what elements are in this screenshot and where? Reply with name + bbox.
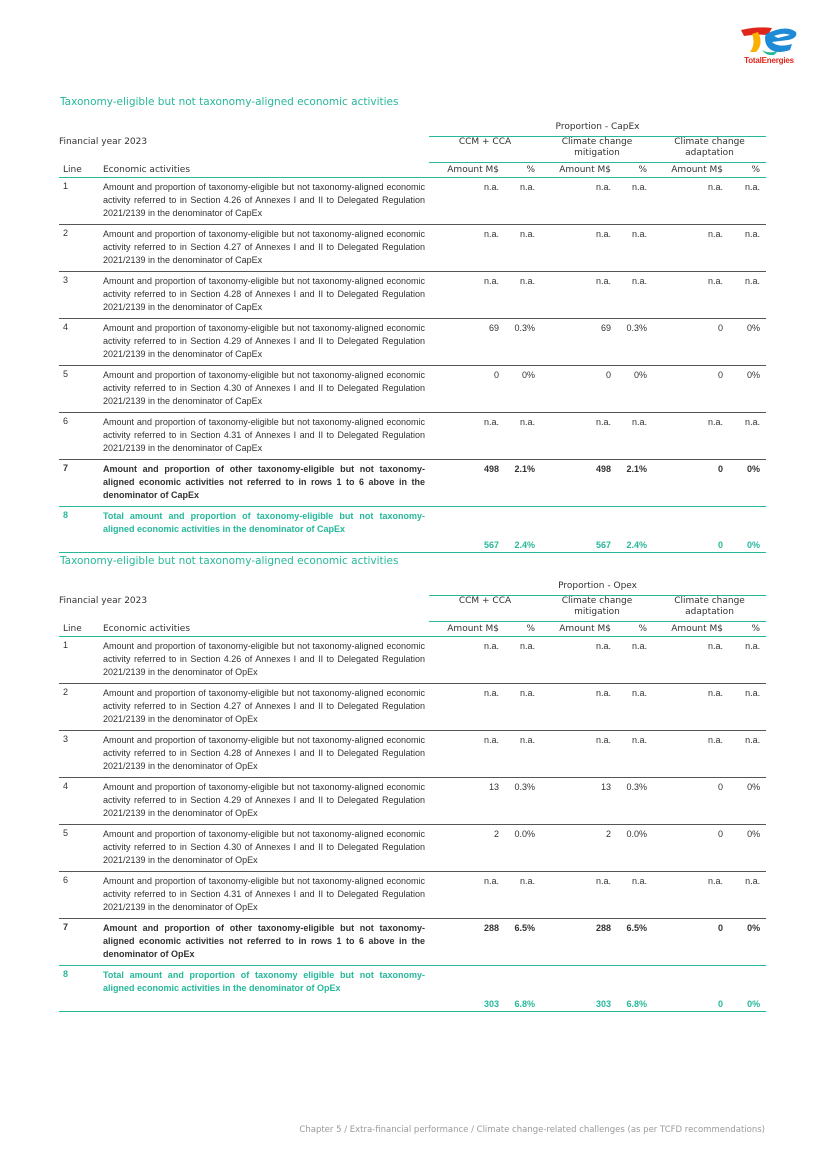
- row-amount-value: n.a.: [541, 225, 611, 272]
- row-amount-value: 69: [541, 319, 611, 366]
- col-header-amount: Amount M$: [429, 622, 499, 637]
- row-pct-value: 0%: [723, 507, 766, 553]
- row-amount-value: 0: [541, 366, 611, 413]
- row-pct-value: n.a.: [611, 225, 653, 272]
- page-footer: Chapter 5 / Extra-financial performance / Climate change-related challenges (as per TCFD recommendations): [299, 1125, 765, 1135]
- row-pct-value: 2.1%: [499, 460, 541, 507]
- row-pct-value: n.a.: [723, 684, 766, 731]
- row-amount-value: 0: [653, 460, 723, 507]
- section-title: Taxonomy-eligible but not taxonomy-aligned economic activities: [60, 96, 399, 108]
- proportion-header: Proportion - CapEx: [429, 122, 766, 137]
- row-pct-value: n.a.: [611, 178, 653, 225]
- row-pct-value: 0.0%: [611, 825, 653, 872]
- group-header: Climate change mitigation: [541, 137, 653, 163]
- row-description: Amount and proportion of other taxonomy-eligible but not taxonomy-aligned economic activities not referred to in rows 1 to 6 above in the denominator of OpEx: [103, 919, 429, 966]
- row-line-number: 2: [59, 225, 103, 272]
- row-pct-value: 0.3%: [611, 319, 653, 366]
- col-header-amount: Amount M$: [541, 622, 611, 637]
- row-line-number: 1: [59, 178, 103, 225]
- row-line-number: 6: [59, 872, 103, 919]
- row-amount-value: 2: [429, 825, 499, 872]
- row-amount-value: n.a.: [541, 637, 611, 684]
- table-row: [59, 778, 766, 825]
- row-pct-value: 0.3%: [499, 778, 541, 825]
- row-pct-value: n.a.: [611, 413, 653, 460]
- row-pct-value: n.a.: [499, 872, 541, 919]
- row-description: Amount and proportion of taxonomy-eligible but not taxonomy-aligned economic activity referred to in Section 4.26 of Annexes I and II to Delegated Regulation 2021/2139 in the denominator of OpEx: [103, 637, 429, 684]
- row-amount-value: n.a.: [653, 272, 723, 319]
- row-pct-value: n.a.: [611, 872, 653, 919]
- group-header: CCM + CCA: [429, 596, 541, 622]
- row-amount-value: n.a.: [429, 225, 499, 272]
- row-pct-value: n.a.: [611, 684, 653, 731]
- proportion-header: Proportion - Opex: [429, 581, 766, 596]
- row-pct-value: n.a.: [499, 413, 541, 460]
- row-amount-value: n.a.: [653, 684, 723, 731]
- row-pct-value: 2.1%: [611, 460, 653, 507]
- table-row: [59, 684, 766, 731]
- row-line-number: 7: [59, 460, 103, 507]
- col-header-amount: Amount M$: [429, 163, 499, 178]
- row-amount-value: 69: [429, 319, 499, 366]
- row-amount-value: n.a.: [653, 178, 723, 225]
- col-header-activities: Economic activities: [103, 163, 429, 178]
- row-pct-value: n.a.: [723, 637, 766, 684]
- row-pct-value: n.a.: [499, 637, 541, 684]
- row-amount-value: n.a.: [653, 637, 723, 684]
- row-amount-value: 0: [653, 319, 723, 366]
- row-amount-value: 2: [541, 825, 611, 872]
- table-row: [59, 919, 766, 966]
- row-line-number: 6: [59, 413, 103, 460]
- row-amount-value: 303: [541, 966, 611, 1012]
- row-pct-value: 0%: [723, 319, 766, 366]
- row-pct-value: 6.5%: [611, 919, 653, 966]
- row-description: Amount and proportion of taxonomy-eligible but not taxonomy-aligned economic activity referred to in Section 4.30 of Annexes I and II to Delegated Regulation 2021/2139 in the denominator of CapEx: [103, 366, 429, 413]
- col-header-amount: Amount M$: [653, 622, 723, 637]
- row-amount-value: n.a.: [541, 872, 611, 919]
- row-amount-value: 0: [653, 825, 723, 872]
- logo-mark-icon: [738, 24, 800, 56]
- row-pct-value: 0%: [499, 366, 541, 413]
- row-pct-value: 0%: [723, 366, 766, 413]
- col-header-pct: %: [611, 622, 653, 637]
- row-pct-value: 0%: [723, 966, 766, 1012]
- row-pct-value: n.a.: [723, 272, 766, 319]
- row-amount-value: n.a.: [541, 178, 611, 225]
- row-description: Amount and proportion of taxonomy-eligible but not taxonomy-aligned economic activity referred to in Section 4.30 of Annexes I and II to Delegated Regulation 2021/2139 in the denominator of OpEx: [103, 825, 429, 872]
- row-description: Amount and proportion of other taxonomy-eligible but not taxonomy-aligned economic activities not referred to in rows 1 to 6 above in the denominator of CapEx: [103, 460, 429, 507]
- row-pct-value: 2.4%: [611, 507, 653, 553]
- col-header-pct: %: [499, 163, 541, 178]
- row-amount-value: n.a.: [429, 637, 499, 684]
- row-pct-value: n.a.: [723, 178, 766, 225]
- row-pct-value: n.a.: [723, 225, 766, 272]
- row-amount-value: n.a.: [541, 413, 611, 460]
- row-amount-value: n.a.: [653, 872, 723, 919]
- row-description: Amount and proportion of taxonomy-eligible but not taxonomy-aligned economic activity referred to in Section 4.27 of Annexes I and II to Delegated Regulation 2021/2139 in the denominator of OpEx: [103, 684, 429, 731]
- row-description: Amount and proportion of taxonomy-eligible but not taxonomy-aligned economic activity referred to in Section 4.27 of Annexes I and II to Delegated Regulation 2021/2139 in the denominator of CapEx: [103, 225, 429, 272]
- row-description: Amount and proportion of taxonomy-eligible but not taxonomy-aligned economic activity referred to in Section 4.26 of Annexes I and II to Delegated Regulation 2021/2139 in the denominator of CapEx: [103, 178, 429, 225]
- col-header-line: Line: [59, 163, 103, 178]
- row-pct-value: n.a.: [499, 272, 541, 319]
- row-pct-value: 6.8%: [499, 966, 541, 1012]
- table-row: [59, 507, 766, 553]
- row-description: Total amount and proportion of taxonomy eligible but not taxonomy-aligned economic activities in the denominator of OpEx: [103, 966, 429, 1012]
- row-description: Amount and proportion of taxonomy-eligible but not taxonomy-aligned economic activity referred to in Section 4.28 of Annexes I and II to Delegated Regulation 2021/2139 in the denominator of OpEx: [103, 731, 429, 778]
- row-line-number: 4: [59, 778, 103, 825]
- col-header-pct: %: [611, 163, 653, 178]
- taxonomy-table: [59, 122, 766, 553]
- row-description: Amount and proportion of taxonomy-eligible but not taxonomy-aligned economic activity referred to in Section 4.29 of Annexes I and II to Delegated Regulation 2021/2139 in the denominator of CapEx: [103, 319, 429, 366]
- row-pct-value: n.a.: [499, 731, 541, 778]
- row-line-number: 8: [59, 966, 103, 1012]
- row-pct-value: 6.8%: [611, 966, 653, 1012]
- col-header-pct: %: [499, 622, 541, 637]
- table-row: [59, 178, 766, 225]
- row-amount-value: n.a.: [653, 225, 723, 272]
- row-pct-value: 0.3%: [611, 778, 653, 825]
- row-pct-value: 0%: [723, 460, 766, 507]
- row-pct-value: n.a.: [611, 272, 653, 319]
- row-amount-value: 13: [429, 778, 499, 825]
- totalenergies-logo: [738, 24, 800, 68]
- row-line-number: 8: [59, 507, 103, 553]
- table-row: [59, 225, 766, 272]
- row-line-number: 5: [59, 825, 103, 872]
- row-amount-value: n.a.: [429, 413, 499, 460]
- table-row: [59, 825, 766, 872]
- financial-year-label: Financial year 2023: [59, 136, 148, 147]
- row-pct-value: 0.0%: [499, 825, 541, 872]
- col-header-line: Line: [59, 622, 103, 637]
- row-amount-value: 498: [541, 460, 611, 507]
- row-pct-value: n.a.: [611, 637, 653, 684]
- row-line-number: 3: [59, 731, 103, 778]
- row-description: Amount and proportion of taxonomy-eligible but not taxonomy-aligned economic activity referred to in Section 4.31 of Annexes I and II to Delegated Regulation 2021/2139 in the denominator of OpEx: [103, 872, 429, 919]
- row-amount-value: 567: [429, 507, 499, 553]
- row-amount-value: 0: [653, 366, 723, 413]
- row-amount-value: 288: [541, 919, 611, 966]
- row-line-number: 2: [59, 684, 103, 731]
- row-pct-value: 0%: [723, 825, 766, 872]
- row-description: Amount and proportion of taxonomy-eligible but not taxonomy-aligned economic activity referred to in Section 4.28 of Annexes I and II to Delegated Regulation 2021/2139 in the denominator of CapEx: [103, 272, 429, 319]
- row-pct-value: n.a.: [723, 413, 766, 460]
- row-line-number: 3: [59, 272, 103, 319]
- table-row: [59, 966, 766, 1012]
- row-amount-value: n.a.: [541, 684, 611, 731]
- row-description: Total amount and proportion of taxonomy-eligible but not taxonomy-aligned economic activities in the denominator of CapEx: [103, 507, 429, 553]
- table-row: [59, 460, 766, 507]
- row-description: Amount and proportion of taxonomy-eligible but not taxonomy-aligned economic activity referred to in Section 4.31 of Annexes I and II to Delegated Regulation 2021/2139 in the denominator of CapEx: [103, 413, 429, 460]
- logo-wordmark: TotalEnergies: [744, 56, 794, 65]
- row-line-number: 1: [59, 637, 103, 684]
- row-amount-value: n.a.: [429, 272, 499, 319]
- row-amount-value: 0: [429, 366, 499, 413]
- row-pct-value: 2.4%: [499, 507, 541, 553]
- table-row: [59, 272, 766, 319]
- row-amount-value: 13: [541, 778, 611, 825]
- table-row: [59, 731, 766, 778]
- taxonomy-table: [59, 581, 766, 1012]
- row-pct-value: 6.5%: [499, 919, 541, 966]
- row-amount-value: n.a.: [429, 684, 499, 731]
- col-header-pct: %: [723, 163, 766, 178]
- table-row: [59, 413, 766, 460]
- row-amount-value: n.a.: [541, 272, 611, 319]
- row-amount-value: 567: [541, 507, 611, 553]
- row-description: Amount and proportion of taxonomy-eligible but not taxonomy-aligned economic activity referred to in Section 4.29 of Annexes I and II to Delegated Regulation 2021/2139 in the denominator of OpEx: [103, 778, 429, 825]
- row-amount-value: n.a.: [653, 731, 723, 778]
- row-line-number: 5: [59, 366, 103, 413]
- row-line-number: 4: [59, 319, 103, 366]
- row-pct-value: n.a.: [499, 178, 541, 225]
- financial-year-label: Financial year 2023: [59, 595, 148, 606]
- group-header: CCM + CCA: [429, 137, 541, 163]
- group-header: Climate change adaptation: [653, 596, 766, 622]
- row-pct-value: n.a.: [723, 872, 766, 919]
- row-amount-value: 0: [653, 507, 723, 553]
- group-header: Climate change mitigation: [541, 596, 653, 622]
- row-amount-value: n.a.: [429, 731, 499, 778]
- row-amount-value: n.a.: [429, 178, 499, 225]
- row-pct-value: n.a.: [499, 684, 541, 731]
- table-row: [59, 637, 766, 684]
- section-title: Taxonomy-eligible but not taxonomy-aligned economic activities: [60, 555, 399, 567]
- row-amount-value: 0: [653, 966, 723, 1012]
- row-amount-value: n.a.: [541, 731, 611, 778]
- row-amount-value: 0: [653, 919, 723, 966]
- row-pct-value: 0.3%: [499, 319, 541, 366]
- group-header: Climate change adaptation: [653, 137, 766, 163]
- row-amount-value: n.a.: [429, 872, 499, 919]
- row-line-number: 7: [59, 919, 103, 966]
- row-pct-value: 0%: [611, 366, 653, 413]
- row-pct-value: 0%: [723, 778, 766, 825]
- row-amount-value: 288: [429, 919, 499, 966]
- col-header-pct: %: [723, 622, 766, 637]
- col-header-amount: Amount M$: [541, 163, 611, 178]
- row-pct-value: n.a.: [611, 731, 653, 778]
- row-amount-value: 0: [653, 778, 723, 825]
- row-pct-value: 0%: [723, 919, 766, 966]
- table-row: [59, 366, 766, 413]
- col-header-amount: Amount M$: [653, 163, 723, 178]
- table-row: [59, 872, 766, 919]
- col-header-activities: Economic activities: [103, 622, 429, 637]
- row-amount-value: 303: [429, 966, 499, 1012]
- row-pct-value: n.a.: [723, 731, 766, 778]
- row-amount-value: 498: [429, 460, 499, 507]
- row-amount-value: n.a.: [653, 413, 723, 460]
- table-row: [59, 319, 766, 366]
- row-pct-value: n.a.: [499, 225, 541, 272]
